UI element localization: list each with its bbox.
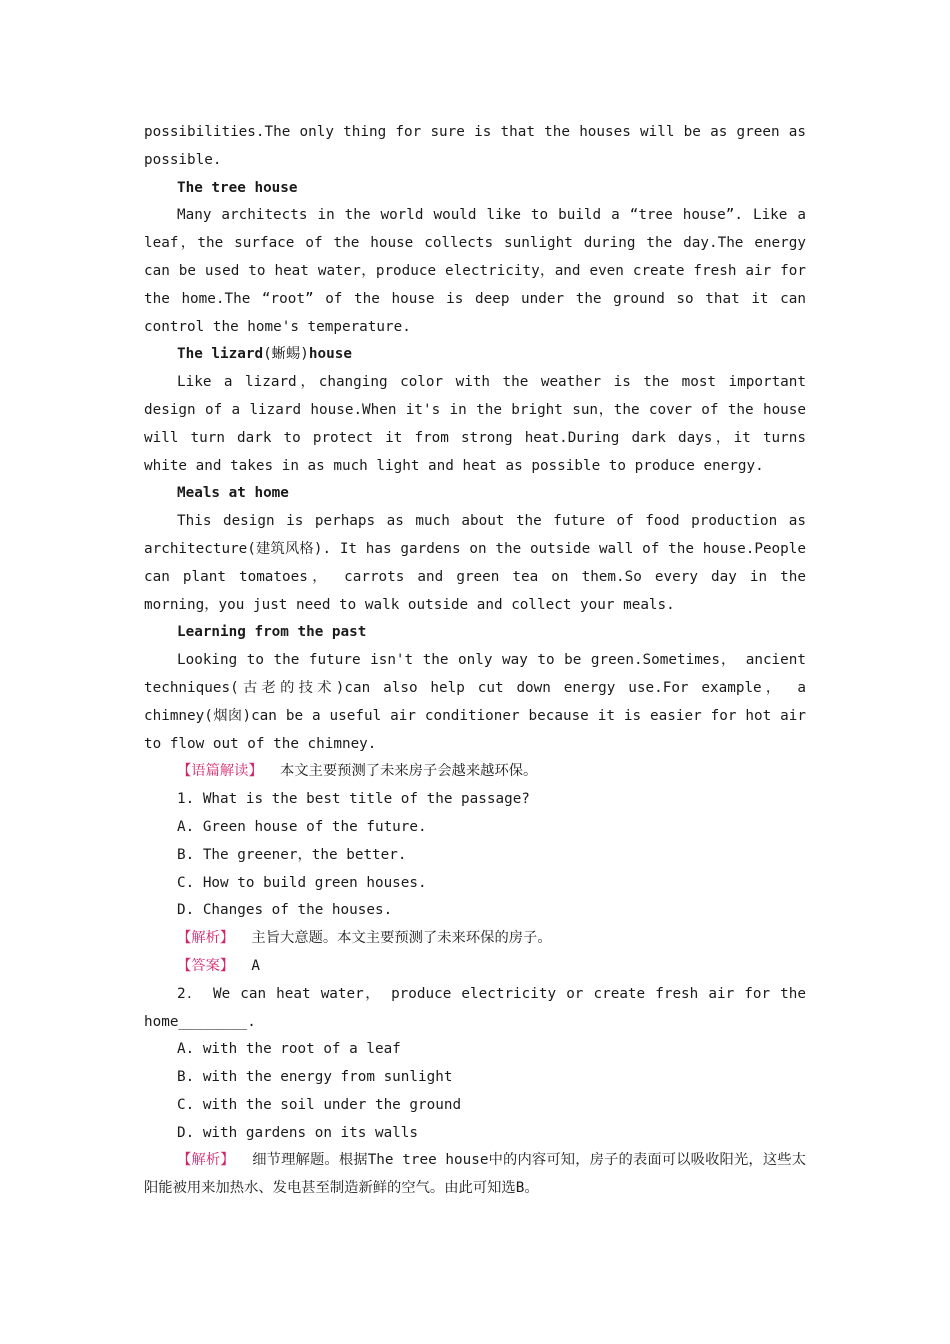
section-heading	[144, 341, 806, 369]
document-page	[144, 119, 806, 1203]
answer-option: B. with the energy from sunlight	[177, 1069, 453, 1086]
answer-option: D. with gardens on its walls	[177, 1124, 419, 1141]
heading-text: The lizard	[177, 346, 264, 363]
answer-option: D. Changes of the houses.	[177, 902, 393, 919]
answer-option: A. Green house of the future.	[177, 818, 427, 835]
explanation-tag: 【解析】	[177, 930, 235, 947]
heading-text: house	[308, 346, 352, 363]
passage-analysis	[144, 758, 806, 786]
section-heading: Meals at home	[177, 485, 289, 502]
passage-paragraph: This design is perhaps as much about the future of food production as architecture(建筑风格). It has gardens on the outside wall of the house.People can plant tomatoes， carrots and green tea on them.So every day in the morning，you just need to walk outside and collect your meals.	[144, 513, 806, 613]
explanation-tag: 【解析】	[177, 1152, 235, 1169]
passage-paragraph: Like a lizard，changing color with the weather is the most important design of a lizard house.When it's in the bright sun，the cover of the house will turn dark to protect it from strong heat.During dark days，it turns white and takes in as much light and heat as possible to produce energy.	[144, 374, 806, 474]
answer-option: A. with the root of a leaf	[177, 1041, 401, 1058]
explanation-text: 细节理解题。根据The tree house中的内容可知，房子的表面可以吸收阳光，这些太阳能被用来加热水、发电甚至制造新鲜的空气。由此可知选B。	[144, 1152, 806, 1197]
analysis-text: 本文主要预测了未来房子会越来越环保。	[280, 763, 538, 780]
section-heading: The tree house	[177, 179, 298, 196]
answer-option: C. How to build green houses.	[177, 874, 427, 891]
explanation	[144, 925, 806, 953]
passage-paragraph: Looking to the future isn't the only way to be green.Sometimes， ancient techniques(古老的技术)can also help cut down energy use.For example， a chimney(烟囱)can be a useful air conditioner because it is easier for hot air to flow out of the chimney.	[144, 652, 807, 752]
passage-paragraph: Many architects in the world would like to build a “tree house”. Like a leaf，the surface of the house collects sunlight during the day.The energy can be used to heat water，produce electricity，and even create fresh air for the home.The “root” of the house is deep under the ground so that it can control the home's temperature.	[144, 207, 806, 335]
answer-option: C. with the soil under the ground	[177, 1096, 462, 1113]
answer-key	[144, 953, 806, 981]
explanation-text: 主旨大意题。本文主要预测了未来环保的房子。	[251, 930, 552, 947]
analysis-tag: 【语篇解读】	[177, 763, 263, 780]
question-stem: 2． We can heat water， produce electricity or create fresh air for the home________.	[144, 985, 806, 1030]
answer-option: B. The greener，the better.	[177, 846, 407, 863]
passage-paragraph: possibilities.The only thing for sure is that the houses will be as green as possible.	[144, 124, 806, 168]
heading-gloss: (蜥蜴)	[263, 346, 309, 363]
answer-tag: 【答案】	[177, 957, 235, 974]
section-heading: Learning from the past	[177, 624, 367, 641]
explanation	[144, 1147, 806, 1203]
question-stem: 1. What is the best title of the passage?	[177, 791, 530, 808]
answer-value: A	[251, 957, 261, 974]
